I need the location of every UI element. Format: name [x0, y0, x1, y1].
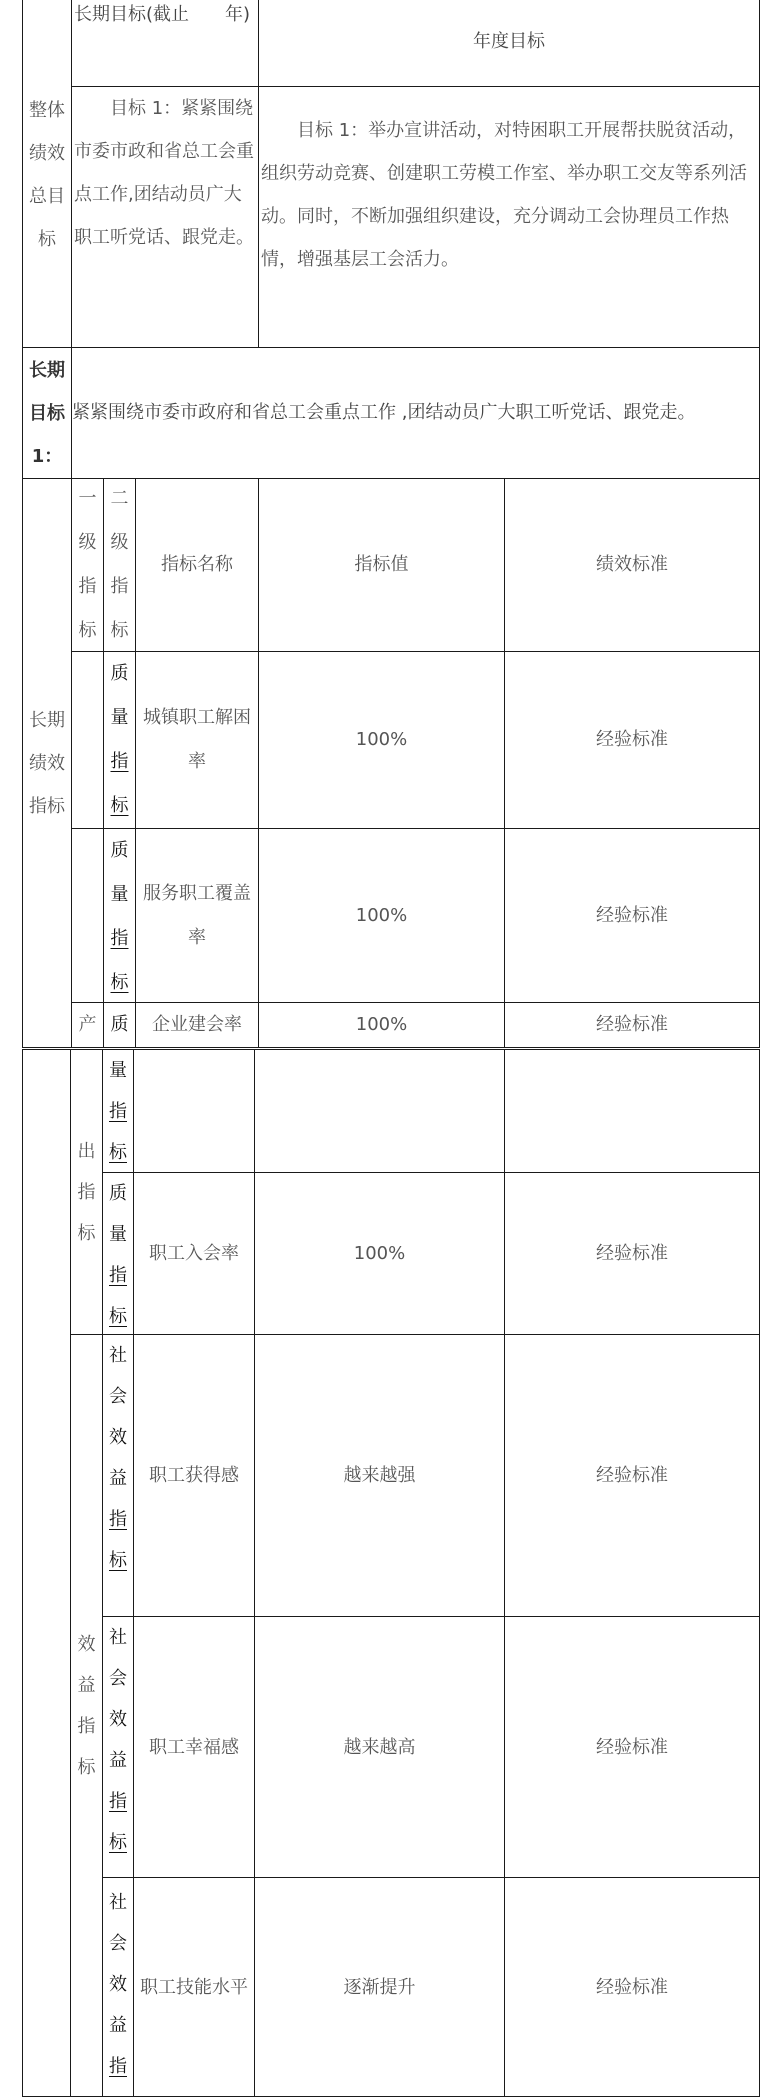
long-term-indicators-label-cell — [22, 478, 72, 1048]
indicator-standard: 经验标准 — [596, 904, 668, 926]
section-blank-cell — [22, 1049, 71, 2097]
level2-text: 社会效益 — [109, 1892, 127, 2036]
indicator-standard-cell — [504, 1334, 760, 1617]
level2-cell — [102, 1616, 134, 1878]
level1-cell — [70, 1049, 103, 1335]
level2-cell — [102, 1877, 134, 2097]
level2-text: 质量 — [110, 840, 129, 905]
indicator-value-cell — [254, 1616, 505, 1878]
level1-cell — [70, 1334, 103, 2097]
indicator-value-cell — [254, 1049, 505, 1173]
header-level2 — [103, 478, 136, 652]
indicator-value-cell — [258, 828, 505, 1003]
level1-cell — [71, 1002, 104, 1048]
level2-text: 社会效益 — [109, 1345, 127, 1489]
indicator-value: 逐渐提升 — [343, 1976, 416, 1998]
level2-cell — [103, 1002, 136, 1048]
level2-text: 质量 — [109, 1183, 127, 1245]
level1-blank-cell — [71, 651, 104, 829]
long-term-goal-1-text-cell — [71, 347, 760, 479]
level1-text: 产 — [78, 1014, 97, 1035]
level1-text: 效益指标 — [77, 1633, 96, 1778]
level2-underlined-text: 指标 — [109, 1791, 127, 1853]
level2-cell — [102, 1172, 134, 1335]
indicator-value: 100% — [355, 1014, 408, 1035]
indicator-value: 越来越高 — [343, 1736, 416, 1758]
indicator-value: 100% — [355, 904, 408, 926]
annual-goal-cell — [258, 86, 760, 348]
indicator-standard-cell — [504, 828, 760, 1003]
indicator-standard: 经验标准 — [596, 1243, 668, 1264]
level2-underlined-text: 指标 — [109, 1101, 127, 1163]
long-term-header: 长期目标(截止 年) — [74, 4, 251, 25]
indicator-name-cell — [133, 1172, 255, 1335]
indicator-name-cell — [135, 1002, 259, 1048]
header-value — [258, 478, 505, 652]
indicator-standard: 经验标准 — [596, 1465, 668, 1486]
indicator-standard-cell — [504, 1049, 760, 1173]
level2-underlined-text: 指标 — [110, 928, 129, 993]
long-term-goal-1-label-cell — [22, 347, 72, 479]
indicator-standard-cell — [504, 1616, 760, 1878]
header-standard — [504, 478, 760, 652]
indicator-standard: 经验标准 — [596, 1736, 668, 1758]
indicator-name: 城镇职工解困率 — [143, 707, 251, 772]
long-term-goal-cell — [71, 86, 259, 348]
level2-underlined-text: 指标 — [109, 1509, 127, 1571]
indicator-value: 100% — [353, 1243, 406, 1264]
long-term-goal-1-label: 长期目标 1： — [29, 359, 65, 467]
header-standard-text: 绩效标准 — [596, 554, 668, 575]
indicator-standard-cell — [504, 651, 760, 829]
indicator-name: 服务职工覆盖率 — [143, 882, 251, 948]
level2-underlined-text: 指标 — [110, 751, 129, 816]
overall-goal-label: 整体绩效总目标 — [29, 100, 65, 250]
indicator-value-cell — [254, 1172, 505, 1335]
indicator-value: 越来越强 — [343, 1465, 416, 1486]
indicator-value-cell — [254, 1877, 505, 2097]
long-term-header-cell — [71, 0, 259, 87]
long-term-goal-1-text: 紧紧围绕市委市政府和省总工会重点工作 ,团结动员广大职工听党话、跟党走。 — [72, 402, 696, 423]
indicator-standard: 经验标准 — [596, 729, 668, 750]
level2-cell — [103, 651, 136, 829]
level2-cell — [103, 828, 136, 1003]
level2-text: 质量 — [110, 663, 129, 728]
indicator-name: 企业建会率 — [152, 1014, 242, 1035]
level2-cell — [102, 1049, 134, 1173]
indicator-value: 100% — [355, 729, 408, 750]
indicator-standard-cell — [504, 1877, 760, 2097]
indicator-standard-cell — [504, 1172, 760, 1335]
header-name — [135, 478, 259, 652]
indicator-name-cell — [135, 828, 259, 1003]
indicator-name-cell — [133, 1049, 255, 1173]
long-term-indicators-label: 长期绩效指标 — [29, 709, 65, 817]
level2-underlined-text: 指 — [109, 2056, 127, 2077]
indicator-value-cell — [254, 1334, 505, 1617]
indicator-standard: 经验标准 — [596, 1976, 668, 1998]
indicator-name-cell — [133, 1334, 255, 1617]
indicator-name-cell — [135, 651, 259, 829]
overall-goal-label-cell — [22, 0, 72, 348]
indicator-standard-cell — [504, 1002, 760, 1048]
header-value-text: 指标值 — [354, 554, 409, 575]
annual-header-cell — [258, 0, 760, 87]
indicator-name: 职工幸福感 — [149, 1736, 239, 1758]
level1-text: 出指标 — [77, 1140, 96, 1244]
level2-text: 量 — [109, 1060, 127, 1081]
header-level2-text: 二级指标 — [110, 488, 129, 641]
header-level1 — [71, 478, 104, 652]
level2-text: 社会效益 — [109, 1627, 127, 1771]
annual-header: 年度目标 — [473, 30, 545, 52]
header-name-text: 指标名称 — [161, 554, 233, 575]
annual-goal-text: 目标 1：举办宣讲活动，对特困职工开展帮扶脱贫活动，组织劳动竞赛、创建职工劳模工作室、举办职工交友等系列活动。同时，不断加强组织建设，充分调动工会协理员工作热情，增强基层工会活力。 — [261, 120, 747, 270]
header-level1-text: 一级指标 — [78, 488, 97, 641]
indicator-value-cell — [258, 651, 505, 829]
indicator-name: 职工技能水平 — [140, 1976, 248, 1998]
indicator-name: 职工入会率 — [149, 1243, 239, 1264]
level2-text: 质 — [110, 1014, 129, 1035]
indicator-name-cell — [133, 1877, 255, 2097]
level1-blank-cell — [71, 828, 104, 1003]
indicator-standard: 经验标准 — [596, 1014, 668, 1035]
level2-cell — [102, 1334, 134, 1617]
indicator-name-cell — [133, 1616, 255, 1878]
indicator-value-cell — [258, 1002, 505, 1048]
level2-underlined-text: 指标 — [109, 1265, 127, 1327]
indicator-name: 职工获得感 — [149, 1465, 239, 1486]
long-term-goal-text: 目标 1：紧紧围绕市委市政和省总工会重点工作,团结动员广大职工听党话、跟党走。 — [74, 98, 254, 248]
